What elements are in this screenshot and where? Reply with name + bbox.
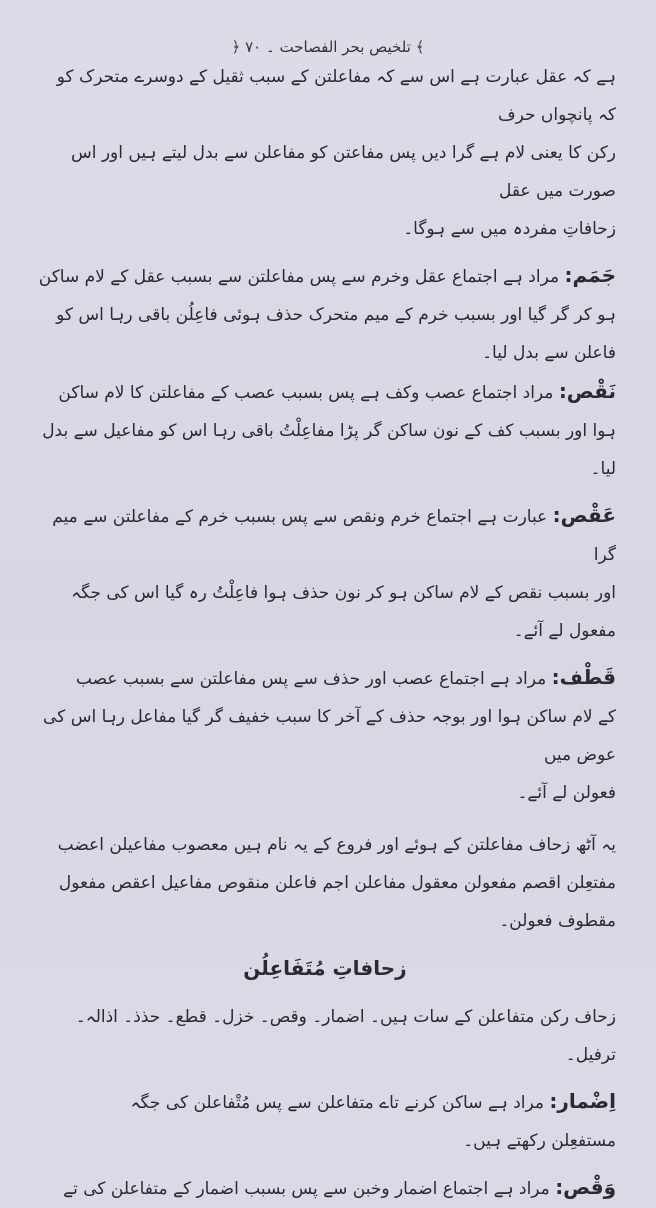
definition-text: مراد ہے اجتماع عقل وخرم سے پس مفاعلتن سے بسبب عقل کے لام ساکن [38,267,565,287]
term-jamam: جَمَم: [564,263,616,287]
term-izmar: اِضْمار: [549,1089,616,1113]
term-waqs: وَقْص: [555,1175,616,1199]
definition-text: مراد ہے اجتماع عصب اور حذف سے پس مفاعلتن سے بسبب عصب [75,669,552,689]
running-header: ﴿ تلخیص بحر الفصاحت ۔ ۷۰ ﴾ [231,38,425,56]
term-qatf: قَطْف: [551,665,616,689]
text-line: رکن کا یعنی لام ہے گرا دیں پس مفاعتن کو مفاعلن سے بدل لیتے ہیں اور اس صورت میں عقل [70,143,616,201]
definition-naqs [34,372,616,488]
definition-text: عبارت ہے اجتماع خرم ونقص سے پس بسبب خرم کے مفاعلتن سے میم گرا [52,507,616,565]
definition-waqs [34,1168,616,1208]
section-heading: زحافاتِ مُتَفَاعِلُن [243,956,407,980]
text-line: یہ آٹھ زحاف مفاعلتن کے ہوئے اور فروع کے یہ نام ہیں معصوب مفاعیلن اعضب [57,835,616,855]
text-line: زحافاتِ مفردہ میں سے ہوگا۔ [403,219,616,239]
text-line [34,1082,616,1122]
definition-text: مراد ہے ساکن کرنے تاے متفاعلن سے پس مُتْفاعلن کی جگہ [130,1093,550,1113]
definition-text: مراد اجتماع عصب وکف ہے پس بسبب عصب کے مفاعلتن کا لام ساکن [58,383,559,403]
text-line: فعولن لے آئے۔ [517,783,616,803]
text-line [34,496,616,574]
intro-paragraph [34,58,616,248]
text-line [34,1168,616,1208]
text-line: مستفعِلن رکھتے ہیں۔ [463,1131,616,1151]
text-line: ہو کر گر گیا اور بسبب خرم کے میم متحرک حذف ہوئی فاعِلُن باقی رہا اس کو فاعلن سے بدل لیا۔ [56,305,616,363]
definition-jamam [34,256,616,372]
definition-text: مراد ہے اجتماع اضمار وخبن سے پس بسبب اضمار کے متفاعلن کی تے [63,1179,556,1199]
definition-aqs [34,496,616,650]
term-naqs: نَقْص: [558,379,616,403]
definition-izmar [34,1082,616,1160]
text-line: ہے کہ عقل عبارت ہے اس سے کہ مفاعلتن کے سبب ثقیل کے دوسرے متحرک کو کہ پانچواں حرف [56,67,616,125]
term-aqs: عَقْص: [552,503,616,527]
text-line: اور بسبب نقص کے لام ساکن ہو کر نون حذف ہوا فاعِلْتُ رہ گیا اس کی جگہ مفعول لے آئے۔ [71,583,616,641]
text-line [34,256,616,296]
section-intro: زحاف رکن متفاعلن کے سات ہیں۔ اضمار۔ وقص۔ خزل۔ قطع۔ حذذ۔ اذالہ۔ ترفیل۔ [75,1007,616,1065]
text-line [34,658,616,698]
text-line: ہوا اور بسبب کف کے نون ساکن گر پڑا مفاعِلْتُ باقی رہا اس کو مفاعیل سے بدل لیا۔ [42,421,616,479]
summary-paragraph [34,826,616,940]
definition-qatf [34,658,616,812]
text-line: کے لام ساکن ہوا اور بوجہ حذف کے آخر کا سبب خفیف گر گیا مفاعل رہا اس کی عوض میں [43,707,616,765]
text-line: مفتعِلن اقصم مفعولن معقول مفاعلن اجم فاعلن منقوص مفاعیل اعقص مفعول مقطوف فعولن۔ [58,873,616,931]
page-body [34,58,616,1208]
text-line [34,372,616,412]
